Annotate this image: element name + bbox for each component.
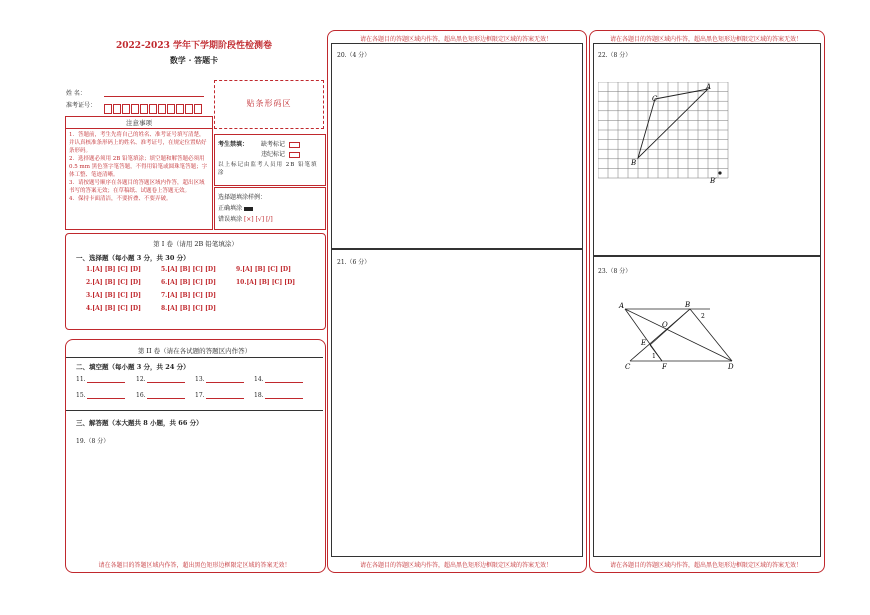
q22-label: 22.（8 分）	[598, 52, 632, 59]
wrong-fill: 错误填涂 [×] [√] [/]	[218, 216, 273, 223]
blank-12[interactable]: 12.	[136, 376, 185, 383]
violation-mark[interactable]	[289, 152, 300, 158]
fig23-label-C: C	[625, 363, 631, 371]
marks-note: 以上标记由监考人员用 2B 铅笔填涂	[218, 162, 318, 176]
fig23-label-2: 2	[701, 313, 705, 320]
choice-question-2[interactable]: 2.[A] [B] [C] [D]	[86, 279, 141, 286]
fig22-label-B-prime: B′	[710, 177, 717, 185]
fig23-label-1: 1	[652, 353, 656, 360]
fill-example-title: 选择题填涂样例：	[218, 194, 267, 201]
exam-title: 2022-2023 学年下学期阶段性检测卷	[116, 41, 272, 51]
fig23-label-E: E	[641, 339, 647, 347]
fill-section-title: 二、填空题（每小题 3 分，共 24 分）	[76, 363, 190, 371]
choice-question-7[interactable]: 7.[A] [B] [C] [D]	[161, 292, 216, 299]
blank-18[interactable]: 18.	[254, 392, 303, 399]
fig22-label-C: C	[652, 95, 658, 103]
choice-question-9[interactable]: 9.[A] [B] [C] [D]	[236, 266, 291, 273]
q19-answer-area[interactable]	[66, 430, 323, 555]
notice-left: 请在各题目的答题区域内作答，超出黑色矩形边框限定区域的答案无效！	[98, 562, 291, 569]
blank-17[interactable]: 17.	[195, 392, 244, 399]
choice-question-3[interactable]: 3.[A] [B] [C] [D]	[86, 292, 141, 299]
fig22-label-B: B	[631, 159, 637, 167]
notice-right-top: 请在各题目的答题区域内作答，超出黑色矩形边框限定区域的答案无效！	[609, 36, 802, 43]
blank-15[interactable]: 15.	[76, 392, 125, 399]
marks-box	[214, 134, 326, 186]
solve-section-title: 三、解答题（本大题共 8 小题，共 66 分）	[76, 419, 203, 427]
fill-example-box	[214, 187, 326, 230]
choice-question-6[interactable]: 6.[A] [B] [C] [D]	[161, 279, 216, 286]
q21-label: 21.（6 分）	[337, 259, 371, 266]
marks-label: 考生禁填：	[218, 141, 249, 148]
notes-box	[65, 116, 213, 230]
correct-fill: 正确填涂	[218, 203, 253, 212]
q23-label: 23.（8 分）	[598, 268, 632, 275]
fig23-label-O: O	[662, 321, 668, 329]
fig23-label-D: D	[728, 363, 734, 371]
fig23-label-B: B	[685, 301, 691, 309]
q20-box[interactable]	[331, 43, 583, 250]
part1-title: 第 I 卷（请用 2B 铅笔填涂）	[153, 240, 238, 248]
fill-box-divider	[66, 357, 323, 358]
part2-title: 第 II 卷（请在各试题的答题区内作答）	[137, 347, 252, 355]
q22-grid-figure	[598, 82, 733, 187]
absent-mark[interactable]	[289, 142, 300, 148]
note-item: 3．请按题号顺序在各题目的答题区域内作答，超出区域书写的答案无效；在草稿纸、试题卷上答题无效。	[69, 180, 205, 194]
absent-label: 缺考标记	[261, 139, 300, 148]
note-item: 1．答题前，考生先将自己的姓名、准考证号填写清楚，并认真核准条形码上的姓名、准考证号，在规定位置贴好条形码。	[69, 132, 207, 154]
note-item: 2．选择题必须用 2B 铅笔填涂；填空题和解答题必须用 0.5 mm 黑色签字笔答题，不得用铅笔或圆珠笔答题；字体工整、笔迹清晰。	[69, 156, 208, 178]
choice-question-4[interactable]: 4.[A] [B] [C] [D]	[86, 305, 141, 312]
q21-box[interactable]	[331, 248, 583, 557]
choice-question-8[interactable]: 8.[A] [B] [C] [D]	[161, 305, 216, 312]
q23-figure	[615, 298, 740, 373]
note-item: 4．保持卡面清洁，不要折叠、不要弄破。	[69, 196, 172, 202]
part1-box	[65, 233, 326, 330]
id-label: 准考证号：	[66, 102, 97, 109]
name-field[interactable]	[104, 96, 204, 97]
fig23-label-A: A	[619, 302, 625, 310]
notice-middle-bottom: 请在各题目的答题区域内作答，超出黑色矩形边框限定区域的答案无效！	[359, 562, 552, 569]
exam-subtitle: 数学 · 答题卡	[169, 55, 219, 65]
barcode-area	[214, 80, 324, 129]
choice-question-1[interactable]: 1.[A] [B] [C] [D]	[86, 266, 141, 273]
notes-title: 注意事项	[66, 117, 212, 129]
blank-14[interactable]: 14.	[254, 376, 303, 383]
name-label: 姓 名：	[66, 90, 86, 97]
choice-question-5[interactable]: 5.[A] [B] [C] [D]	[161, 266, 216, 273]
notice-middle-top: 请在各题目的答题区域内作答，超出黑色矩形边框限定区域的答案无效！	[359, 36, 552, 43]
blank-13[interactable]: 13.	[195, 376, 244, 383]
q19-label: 19.（8 分）	[76, 438, 110, 445]
solve-box-divider	[66, 410, 323, 411]
notice-right-bottom: 请在各题目的答题区域内作答，超出黑色矩形边框限定区域的答案无效！	[609, 562, 802, 569]
violation-label: 违纪标记	[261, 149, 300, 158]
barcode-label: 贴条形码区	[246, 99, 292, 108]
filled-mark	[244, 207, 253, 211]
fig23-label-F: F	[662, 363, 667, 371]
blank-16[interactable]: 16.	[136, 392, 185, 399]
q20-label: 20.（4 分）	[337, 52, 371, 59]
fig22-label-A: A	[706, 83, 712, 91]
choice-section-title: 一、选择题（每小题 3 分，共 30 分）	[76, 254, 190, 262]
choice-question-10[interactable]: 10.[A] [B] [C] [D]	[236, 279, 296, 286]
blank-11[interactable]: 11.	[76, 376, 125, 383]
